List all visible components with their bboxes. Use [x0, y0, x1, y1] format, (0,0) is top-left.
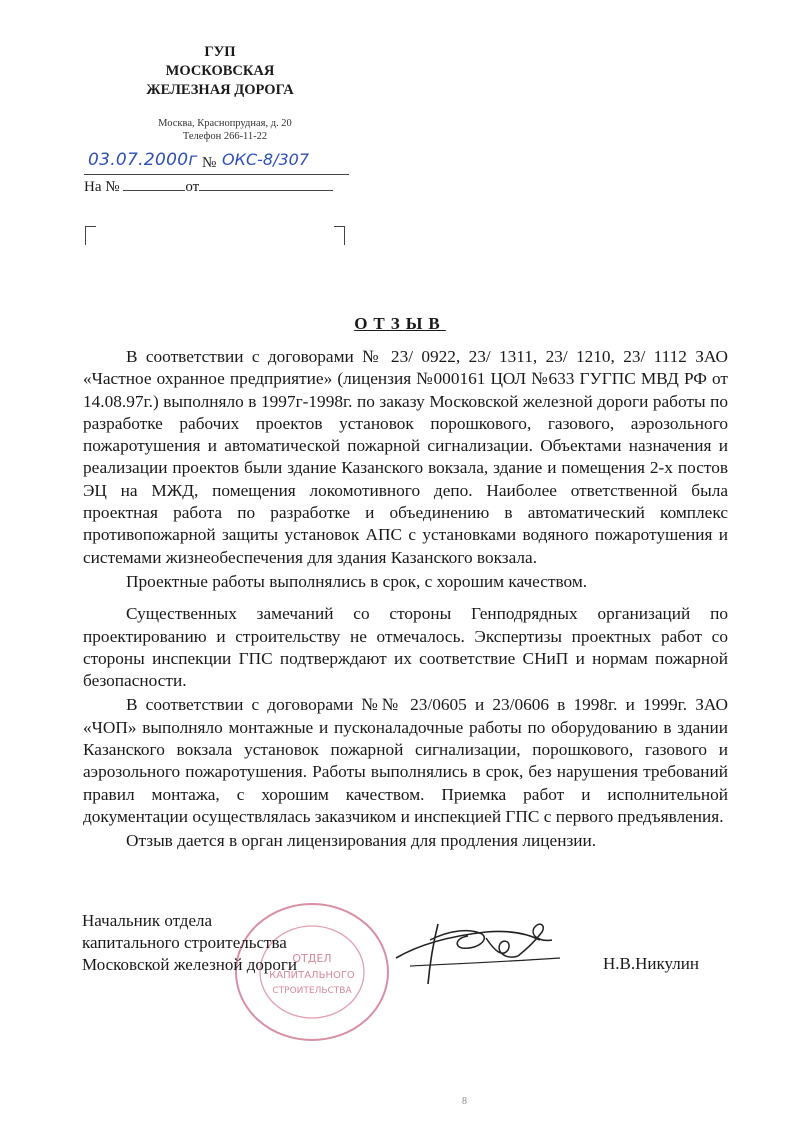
handwritten-date: 03.07.2000г [88, 150, 198, 170]
phone-line: Телефон 266-11-22 [182, 131, 268, 142]
body-paragraph-4: В соответствии с договорами №№ 23/0605 и 23/0606 в 1998г. и 1999г. ЗАО «ЧОП» выполняло монтажные и пусконаладочные работы по оборудованию в здании Казанского вокзала установок пожарной сигнализации, порошкового, газового и аэрозольного пожаротушения. Работы выполнялись в срок, без нарушения требований правил монтажа, с хорошим качеством. Приемка работ и исполнительной документации осуществлялась заказчиком и инспекцией ГПС с первого предъявления. [83, 695, 728, 826]
org-line-1: ГУП [204, 44, 236, 60]
na-label: На № [84, 179, 120, 195]
org-line-3: ЖЕЛЕЗНАЯ ДОРОГА [146, 82, 294, 98]
position-line-3: Московской железной дороги [82, 955, 297, 974]
stamp-center-line-2: КАПИТАЛЬНОГО [269, 970, 355, 981]
org-line-2: МОСКОВСКАЯ [165, 63, 275, 79]
body-paragraph-1: В соответствии с договорами № 23/ 0922, 23/ 1311, 23/ 1210, 23/ 1112 ЗАО «Частное охранное предприятие» (лицензия №000161 ЦОЛ №633 ГУГПС МВД РФ от 14.08.97г.) выполняло в 1997г-1998г. по заказу Московской железной дороги работы по разработке рабочих проектов установок порошкового, газового, аэрозольного пожаротушения и автоматической пожарной сигнализации. Объектами назначения и реализации проектов были здание Казанского вокзала, здание и помещения 2-х постов ЭЦ на МЖД, помещения локомотивного депо. Наиболее ответственной была проектная работа по разработке и объединению в автоматический комплекс противопожарной защиты установок АПС с установками водяного пожаротушения и системами жизнеобеспечения для здания Казанского вокзала. [83, 347, 728, 567]
page-mark: 8 [462, 1096, 467, 1107]
address-corner-mark-right [334, 226, 345, 245]
signatory-position [82, 910, 382, 976]
number-sign: № [202, 155, 217, 171]
document-title: ОТЗЫВ [354, 314, 446, 333]
outgoing-registration-line [84, 148, 349, 175]
stamp-center-line-3: СТРОИТЕЛЬСТВА [272, 986, 352, 996]
signatory-name: Н.В.Никулин [603, 954, 699, 973]
ot-label: от [185, 179, 200, 195]
body-paragraph-5: Отзыв дается в орган лицензирования для продления лицензии. [126, 831, 597, 851]
address-corner-mark-left [85, 226, 96, 245]
reference-line [84, 176, 333, 196]
organization-address [120, 117, 330, 143]
handwritten-signature [390, 910, 570, 990]
position-line-2: капитального строительства [82, 933, 287, 952]
organization-name [120, 43, 320, 100]
document-body [83, 346, 728, 853]
body-paragraph-2: Проектные работы выполнялись в срок, с хорошим качеством. [126, 571, 588, 591]
address-line: Москва, Краснопрудная, д. 20 [158, 118, 292, 129]
position-line-1: Начальник отдела [82, 911, 213, 930]
body-paragraph-3: Существенных замечаний со стороны Генподрядных организаций по проектированию и строительству не отмечалось. Экспертизы проектных работ со стороны инспекции ГПС подтверждают их соответствие СНиП и нормам пожарной безопасности. [83, 604, 728, 691]
handwritten-number: ОКС-8/307 [222, 150, 310, 169]
reference-date-blank [199, 176, 333, 191]
stamp-center-line-1: ОТДЕЛ [292, 952, 332, 965]
reference-number-blank [123, 176, 185, 191]
